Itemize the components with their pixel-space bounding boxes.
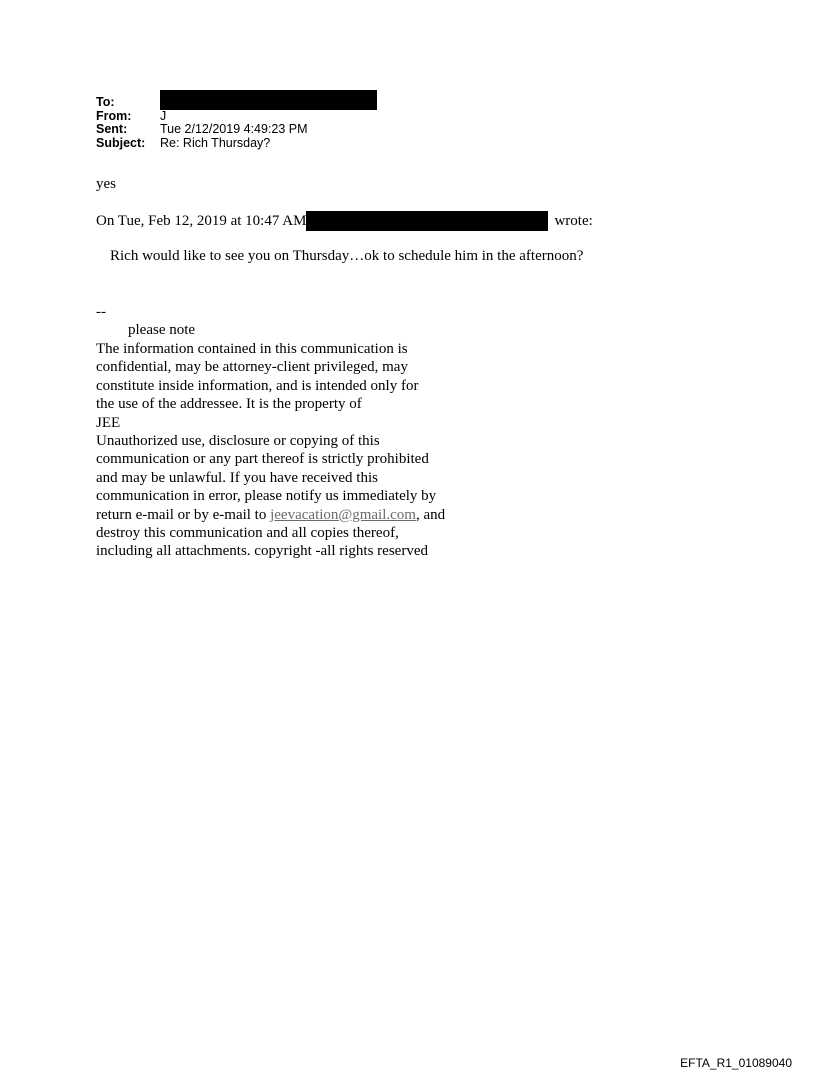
disclaimer-line: the use of the addressee. It is the property of	[96, 396, 362, 413]
from-value: J	[160, 108, 167, 123]
redaction-box	[306, 211, 548, 231]
email-link[interactable]: jeevacation@gmail.com	[270, 506, 416, 523]
quoted-message: Rich would like to see you on Thursday…ok to schedule him in the afternoon?	[110, 248, 584, 264]
disclaimer-line: confidential, may be attorney-client privileged, may	[96, 359, 408, 376]
disclaimer-link-suffix: , and	[415, 506, 446, 523]
disclaimer-line: destroy this communication and all copies thereof,	[96, 525, 399, 542]
disclaimer-line: communication in error, please notify us immediately by	[96, 488, 437, 505]
subject-value: Re: Rich Thursday?	[160, 135, 271, 150]
quote-intro-line	[96, 211, 593, 231]
disclaimer-line: The information contained in this communication is	[96, 341, 408, 357]
disclaimer-link-prefix: return e-mail or by e-mail to	[96, 506, 271, 523]
disclaimer-line: constitute inside information, and is intended only for	[96, 377, 419, 394]
disclaimer-link-line	[96, 506, 476, 524]
to-label: To:	[96, 95, 115, 109]
quote-intro-text: On Tue, Feb 12, 2019 at 10:47 AM	[96, 212, 307, 229]
disclaimer-line: including all attachments. copyright -all rights reserved	[96, 543, 428, 560]
from-row	[96, 110, 377, 124]
sent-label: Sent:	[96, 122, 128, 136]
disclaimer-line: JEE	[96, 414, 121, 431]
quote-wrote-text: wrote:	[554, 212, 593, 229]
subject-label: Subject:	[96, 135, 146, 150]
reply-text: yes	[96, 176, 116, 192]
signature-separator: --	[96, 304, 106, 320]
redaction-box	[160, 90, 377, 110]
from-label: From:	[96, 108, 132, 123]
email-header-block	[96, 96, 377, 150]
disclaimer-line: and may be unlawful. If you have received this	[96, 469, 378, 486]
signature-note: please note	[128, 322, 196, 338]
document-id: EFTA_R1_01089040	[680, 1056, 792, 1070]
subject-row	[96, 137, 377, 151]
sent-row	[96, 123, 377, 137]
disclaimer-line: communication or any part thereof is strictly prohibited	[96, 451, 429, 468]
sent-value: Tue 2/12/2019 4:49:23 PM	[160, 122, 308, 136]
to-row	[96, 96, 377, 110]
disclaimer-line: Unauthorized use, disclosure or copying of this	[96, 433, 380, 450]
confidentiality-disclaimer	[96, 340, 476, 561]
